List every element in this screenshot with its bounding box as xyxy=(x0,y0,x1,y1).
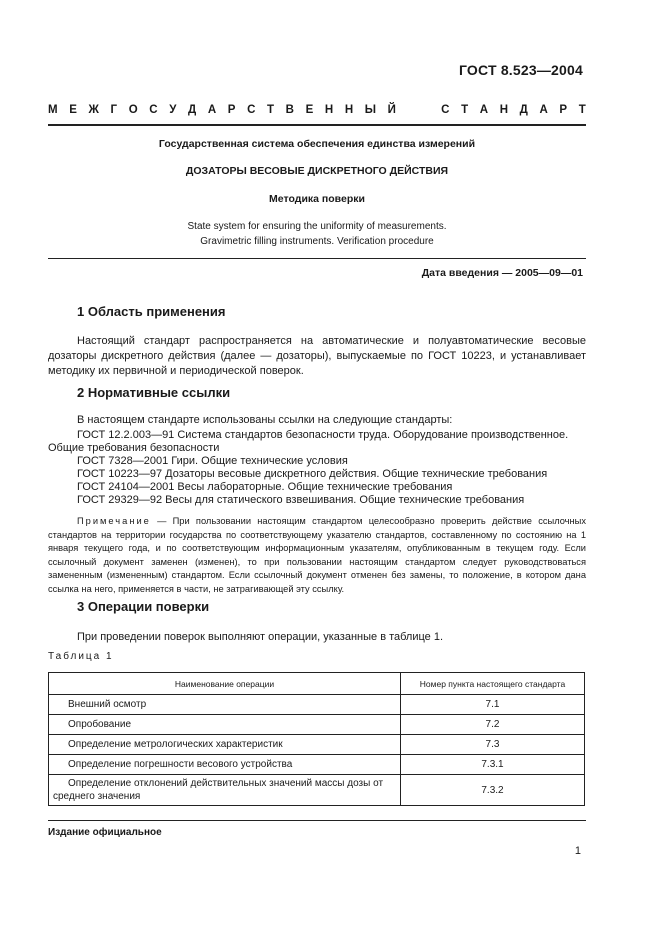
system-title: Государственная система обеспечения единства измерений xyxy=(158,138,476,150)
operation-name xyxy=(49,775,401,806)
english-title-line-1: State system for ensuring the uniformity of measurements. xyxy=(187,221,447,232)
banner-gap xyxy=(408,104,430,116)
banner-letter: А xyxy=(479,104,489,116)
banner-letter: Е xyxy=(69,104,77,116)
operation-name-line-1: Определение отклонений действительных значений массы дозы от xyxy=(68,778,384,789)
operation-name: Определение метрологических характеристик xyxy=(49,735,401,755)
table-caption: Таблица 1 xyxy=(48,651,114,662)
standard-designation: ГОСТ 8.523—2004 xyxy=(458,62,583,78)
banner-letter: Т xyxy=(461,104,469,116)
page-number: 1 xyxy=(574,845,581,857)
section-2-heading: 2 Нормативные ссылки xyxy=(77,385,231,400)
main-title: ДОЗАТОРЫ ВЕСОВЫЕ ДИСКРЕТНОГО ДЕЙСТВИЯ xyxy=(185,165,449,177)
clause-number: 7.3.2 xyxy=(401,775,585,806)
english-title xyxy=(48,219,586,249)
banner-letter: Д xyxy=(188,104,197,116)
table-row xyxy=(49,755,585,775)
clause-number: 7.3 xyxy=(401,735,585,755)
table-header-row xyxy=(49,673,585,695)
table-row xyxy=(49,775,585,806)
reference-gost-24104: ГОСТ 24104—2001 Весы лабораторные. Общие технические требования xyxy=(77,481,453,493)
reference-gost-7328: ГОСТ 7328—2001 Гири. Общие технические условия xyxy=(77,455,348,467)
banner-letter: С xyxy=(441,104,450,116)
introduction-date: Дата введения — 2005—09—01 xyxy=(421,267,583,279)
banner-letter: Ы xyxy=(364,104,377,116)
operation-name: Внешний осмотр xyxy=(49,695,401,715)
clause-number: 7.1 xyxy=(401,695,585,715)
banner-letter: Р xyxy=(227,104,236,116)
banner-letter: Т xyxy=(267,104,275,116)
section-1-heading: 1 Область применения xyxy=(77,304,226,319)
banner-letter: Н xyxy=(344,104,354,116)
banner-letter: С xyxy=(247,104,256,116)
official-edition: Издание официальное xyxy=(48,827,162,838)
section-3-heading: 3 Операции поверки xyxy=(77,599,210,614)
clause-number: 7.2 xyxy=(401,715,585,735)
banner-letter: Ж xyxy=(88,104,99,116)
section-1-text-body: Настоящий стандарт распространяется на автоматические и полуавтоматические весовые дозаторы дискретного действия (далее — дозаторы), выпускаемые по ГОСТ 10223, и устанавливает методику их первичной и периодической поверок. xyxy=(48,335,586,377)
banner-letter: Р xyxy=(559,104,568,116)
column-header-operation: Наименование операции xyxy=(49,673,401,695)
banner-letter: Н xyxy=(324,104,334,116)
section-3-text: При проведении поверок выполняют операции, указанные в таблице 1. xyxy=(77,631,444,643)
operation-name: Опробование xyxy=(49,715,401,735)
operations-table xyxy=(48,672,585,806)
banner-letter: Т xyxy=(578,104,586,116)
banner-letter: А xyxy=(539,104,548,116)
banner-letter: Е xyxy=(305,104,314,116)
operation-name-line-2: среднего значения xyxy=(53,791,141,802)
banner-letter: А xyxy=(207,104,217,116)
column-header-clause: Номер пункта настоящего стандарта xyxy=(401,673,585,695)
note-label: Примечание xyxy=(77,516,151,526)
banner-letter: О xyxy=(128,104,138,116)
banner-letter: Д xyxy=(519,104,528,116)
banner-rule xyxy=(48,124,586,126)
table-row xyxy=(49,715,585,735)
table-row xyxy=(49,695,585,715)
subtitle: Методика поверки xyxy=(269,193,365,205)
banner-letter: Г xyxy=(110,104,118,116)
banner-letter: С xyxy=(149,104,158,116)
interstate-standard-banner xyxy=(48,104,586,116)
section-1-text xyxy=(48,334,586,379)
reference-gost-12-2-003-cont: Общие требования безопасности xyxy=(48,442,220,454)
table-row xyxy=(49,735,585,755)
banner-letter: Й xyxy=(387,104,396,116)
banner-letter: Н xyxy=(499,104,509,116)
reference-gost-29329: ГОСТ 29329—92 Весы для статического взвешивания. Общие технические требования xyxy=(77,494,525,506)
operation-name: Определение погрешности весового устройства xyxy=(49,755,401,775)
english-title-line-2: Gravimetric filling instruments. Verification procedure xyxy=(200,236,434,247)
banner-letter: У xyxy=(169,104,177,116)
note-text: — При пользовании настоящим стандартом целесообразно проверить действие ссылочных стандартов на территории государства по соответствующему указателю стандартов, составленному по состоянию на 1 января текущего года, и по соответствующим информационным указателям, опубликованным в текущем году. Если ссылочный документ заменен (изменен), то при пользовании настоящим стандартом следует руководствоваться замененным (измененным) стандартом. Если ссылочный документ отменен без замены, то положение, в котором дана ссылка на него, применяется в части, не затрагивающей эту ссылку. xyxy=(48,516,586,594)
clause-number: 7.3.1 xyxy=(401,755,585,775)
references-intro: В настоящем стандарте использованы ссылки на следующие стандарты: xyxy=(77,414,453,426)
banner-letter: В xyxy=(285,104,294,116)
footer-rule xyxy=(48,820,586,821)
references-note xyxy=(48,515,586,597)
reference-gost-10223: ГОСТ 10223—97 Дозаторы весовые дискретного действия. Общие технические требования xyxy=(77,468,548,480)
title-rule xyxy=(48,258,586,259)
banner-letter: М xyxy=(48,104,58,116)
reference-gost-12-2-003: ГОСТ 12.2.003—91 Система стандартов безопасности труда. Оборудование производственное. xyxy=(77,429,569,441)
